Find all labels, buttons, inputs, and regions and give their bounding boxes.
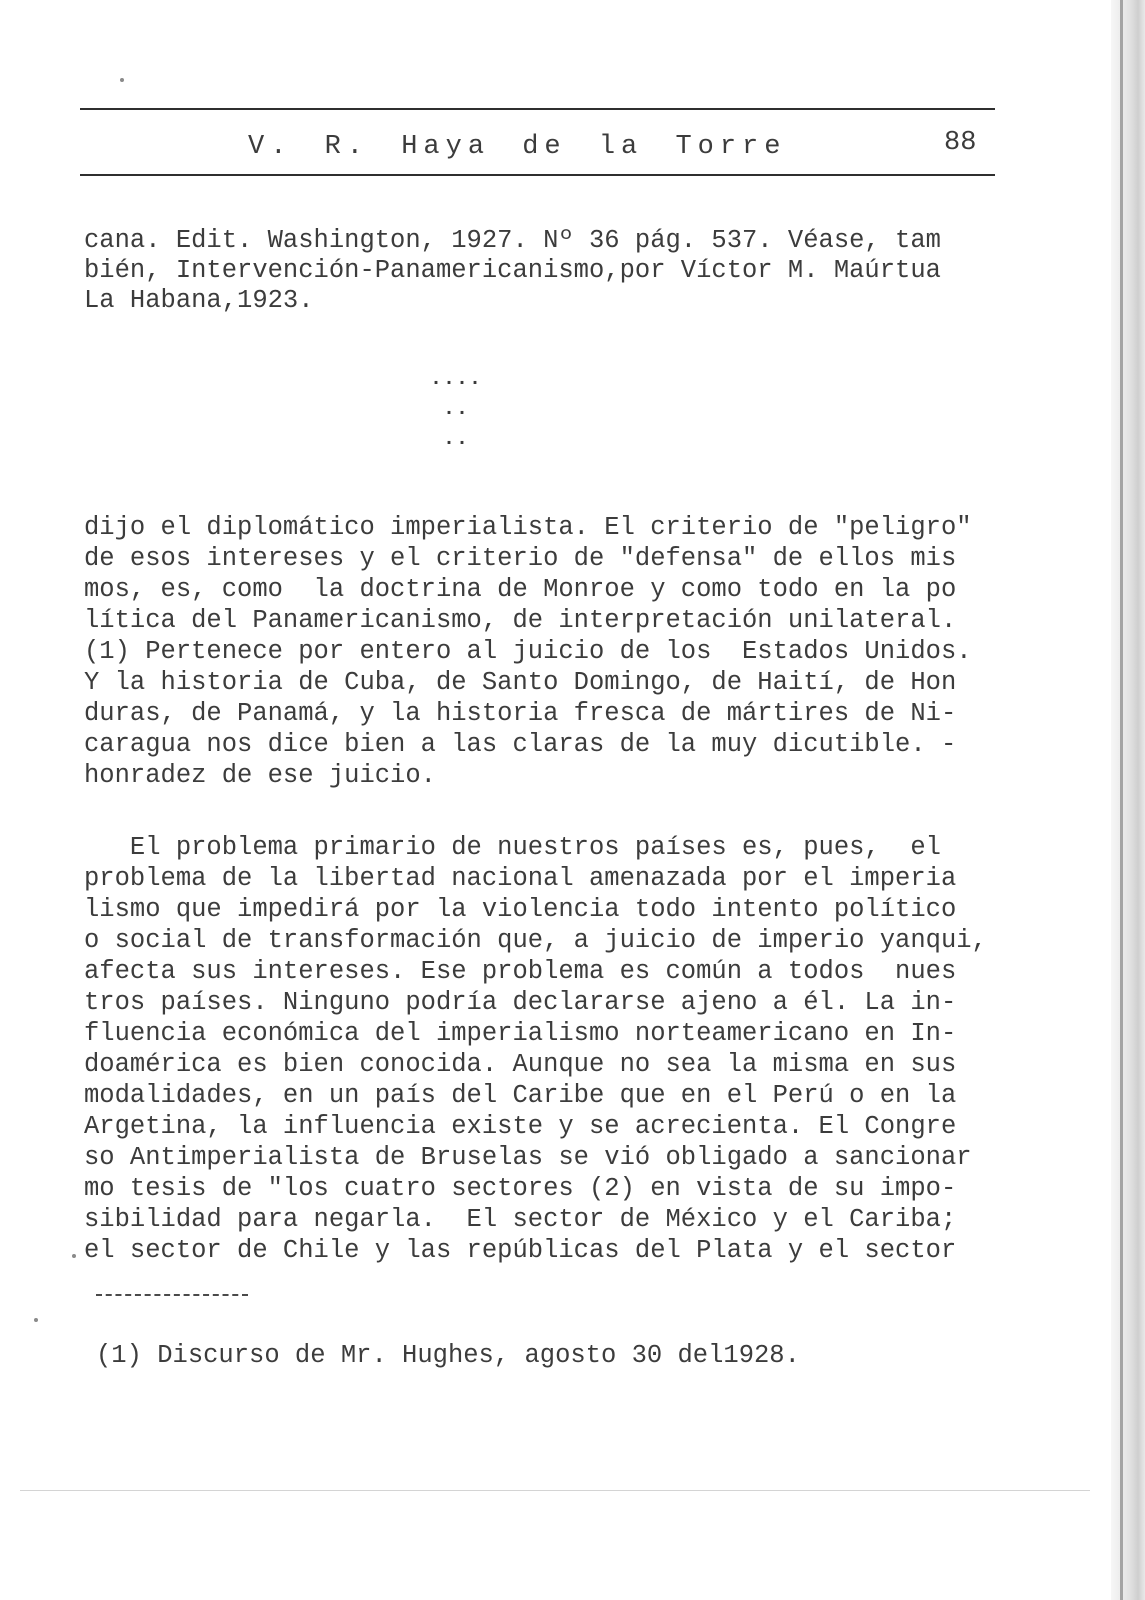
text-line: afecta sus intereses. Ese problema es común a todos nues xyxy=(84,957,957,986)
scan-bottom-edge xyxy=(20,1490,1090,1491)
ornament-row: .... xyxy=(429,368,482,391)
running-head: V. R. Haya de la Torre xyxy=(248,132,787,162)
text-line: Argetina, la influencia existe y se acrecienta. El Congre xyxy=(84,1112,957,1141)
footnote-text: (1) Discurso de Mr. Hughes, agosto 30 del1928. xyxy=(96,1341,800,1370)
text-line: sibilidad para negarla. El sector de México y el Cariba; xyxy=(84,1205,957,1234)
ornament-row: .. xyxy=(442,398,469,421)
text-line: problema de la libertad nacional amenazada por el imperia xyxy=(84,864,957,893)
text-line: mo tesis de "los cuatro sectores (2) en vista de su impo- xyxy=(84,1174,957,1203)
scan-speck xyxy=(34,1318,38,1322)
text-line: tros países. Ninguno podría declararse ajeno a él. La in- xyxy=(84,988,957,1017)
text-line: La Habana,1923. xyxy=(84,286,314,315)
text-line: mos, es, como la doctrina de Monroe y como todo en la po xyxy=(84,575,957,604)
text-line: o social de transformación que, a juicio de imperio yanqui, xyxy=(84,926,987,955)
footnote-separator xyxy=(96,1294,248,1296)
text-line: el sector de Chile y las repúblicas del Plata y el sector xyxy=(84,1236,957,1265)
text-line: fluencia económica del imperialismo norteamericano en In- xyxy=(84,1019,957,1048)
text-line: modalidades, en un país del Caribe que en el Perú o en la xyxy=(84,1081,957,1110)
text-line: so Antimperialista de Bruselas se vió obligado a sancionar xyxy=(84,1143,972,1172)
text-line: caragua nos dice bien a las claras de la muy dicutible. - xyxy=(84,730,957,759)
scan-speck xyxy=(72,1254,76,1258)
header-rule-top xyxy=(80,108,995,110)
text-line: lismo que impedirá por la violencia todo intento político xyxy=(84,895,957,924)
header-rule-bottom xyxy=(80,174,995,176)
page-number: 88 xyxy=(944,128,977,158)
ornament-row: .. xyxy=(442,428,469,451)
text-line: dijo el diplomático imperialista. El criterio de "peligro" xyxy=(84,513,972,542)
text-line: honradez de ese juicio. xyxy=(84,761,436,790)
text-line: de esos intereses y el criterio de "defensa" de ellos mis xyxy=(84,544,957,573)
section-ornament xyxy=(416,365,496,455)
text-line: Y la historia de Cuba, de Santo Domingo, de Haití, de Hon xyxy=(84,668,957,697)
text-line: El problema primario de nuestros países es, pues, el xyxy=(84,833,941,862)
text-line: bién, Intervención-Panamericanismo,por Víctor M. Maúrtua xyxy=(84,256,941,285)
text-line: duras, de Panamá, y la historia fresca de mártires de Ni- xyxy=(84,699,957,728)
text-line: (1) Pertenece por entero al juicio de los Estados Unidos. xyxy=(84,637,972,666)
paragraph-2 xyxy=(84,832,987,1266)
text-line: cana. Edit. Washington, 1927. Nº 36 pág. 537. Véase, tam xyxy=(84,226,941,255)
paragraph-1 xyxy=(84,512,972,791)
page-edge-line xyxy=(1120,0,1123,1600)
scan-speck xyxy=(120,78,124,82)
footnote xyxy=(96,1340,800,1371)
footnote-continuation xyxy=(84,226,941,316)
text-line: lítica del Panamericanismo, de interpretación unilateral. xyxy=(84,606,957,635)
page-edge-shadow xyxy=(1111,0,1145,1600)
text-line: doamérica es bien conocida. Aunque no sea la misma en sus xyxy=(84,1050,957,1079)
